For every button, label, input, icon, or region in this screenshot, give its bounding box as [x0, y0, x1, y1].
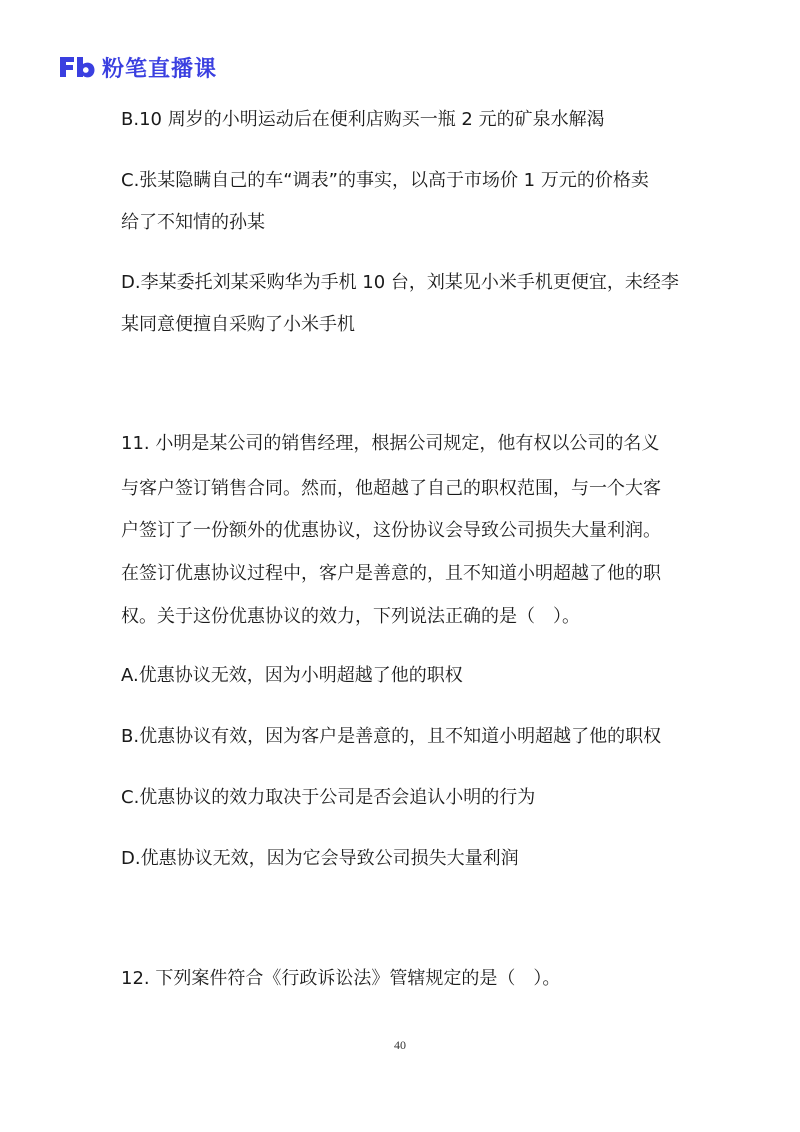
- question-11-line-4: 在签订优惠协议过程中，客户是善意的，且不知道小明超越了他的职: [121, 563, 661, 584]
- header-logo: [58, 50, 217, 84]
- q11-option-b: B.优惠协议有效，因为客户是善意的，且不知道小明超越了他的职权: [121, 726, 662, 747]
- option-b-line: B.10 周岁的小明运动后在便利店购买一瓶 2 元的矿泉水解渴: [121, 109, 605, 130]
- option-c-line-1: C.张某隐瞒自己的车“调表”的事实，以高于市场价 1 万元的价格卖: [121, 170, 649, 191]
- question-12-line-1: 12. 下列案件符合《行政诉讼法》管辖规定的是（ ）。: [121, 968, 561, 989]
- page-number: 40: [394, 1038, 406, 1052]
- fb-logo-icon: [58, 54, 96, 80]
- q11-option-d: D.优惠协议无效，因为它会导致公司损失大量利润: [121, 848, 519, 869]
- option-d-line-1: D.李某委托刘某采购华为手机 10 台，刘某见小米手机更便宜，未经李: [121, 272, 679, 293]
- question-11-line-1: 11. 小明是某公司的销售经理，根据公司规定，他有权以公司的名义: [121, 433, 660, 454]
- brand-name: 粉笔直播课: [102, 56, 218, 82]
- question-11-line-5: 权。关于这份优惠协议的效力，下列说法正确的是（ ）。: [121, 606, 580, 627]
- q11-option-a: A.优惠协议无效，因为小明超越了他的职权: [121, 665, 463, 686]
- question-11-line-3: 户签订了一份额外的优惠协议，这份协议会导致公司损失大量利润。: [121, 520, 661, 541]
- option-c-line-2: 给了不知情的孙某: [121, 212, 265, 233]
- q11-option-c: C.优惠协议的效力取决于公司是否会追认小明的行为: [121, 787, 536, 808]
- question-11-line-2: 与客户签订销售合同。然而，他超越了自己的职权范围，与一个大客: [121, 478, 661, 499]
- option-d-line-2: 某同意便擅自采购了小米手机: [121, 314, 355, 335]
